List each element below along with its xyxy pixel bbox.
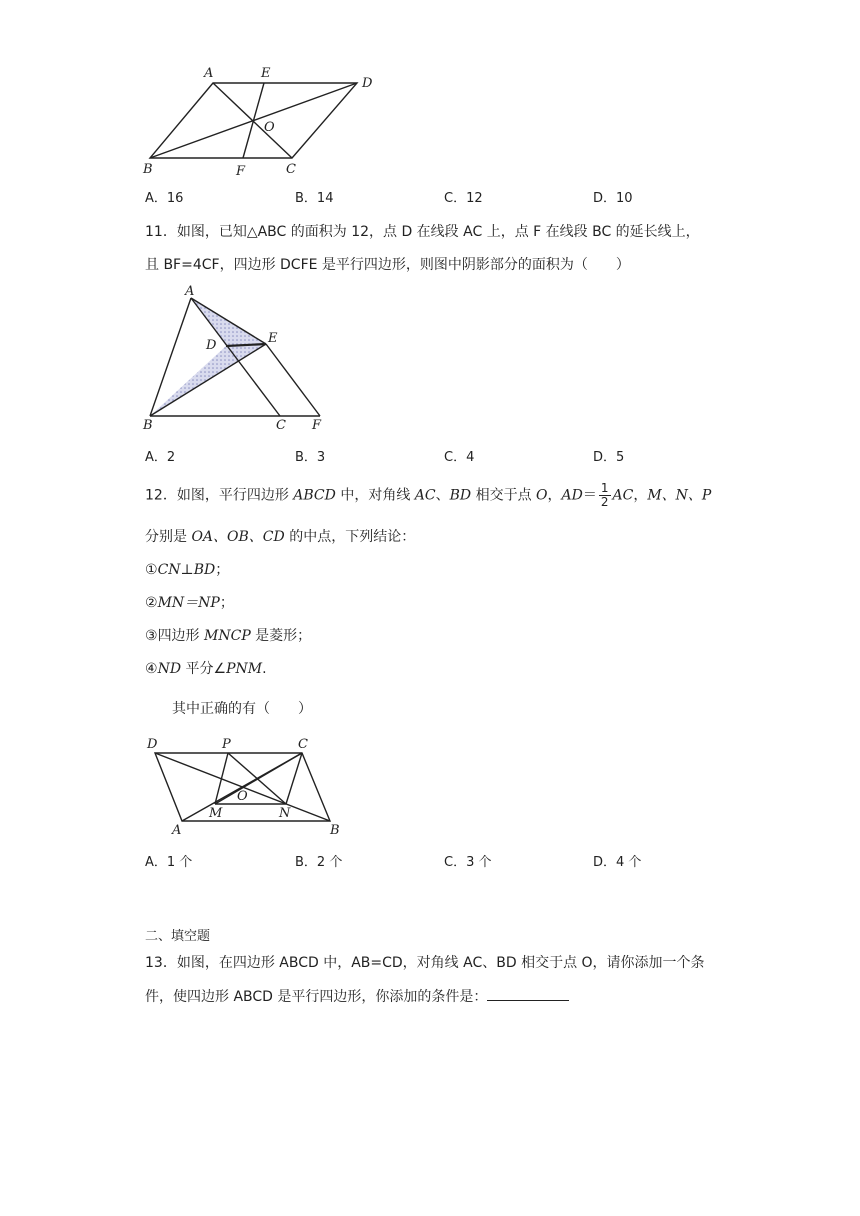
q11-option-c[interactable]: C．4 xyxy=(444,450,475,465)
q12-ac2: AC xyxy=(612,487,634,504)
q12-conclusion-4 xyxy=(145,658,267,678)
q10-label-b: B xyxy=(143,162,153,177)
q12-frac-den: 2 xyxy=(600,495,609,509)
q10-option-d[interactable]: D．10 xyxy=(593,191,633,206)
q12-c4-text: ND xyxy=(157,661,182,677)
q11-label-d: D xyxy=(206,338,217,353)
q13-line2-text: 件，使四边形 ABCD 是平行四边形，你添加的条件是： xyxy=(145,989,488,1005)
q11-text-line1: 11．如图，已知△ABC 的面积为 12，点 D 在线段 AC 上，点 F 在线段 BC 的延长线上， xyxy=(145,224,700,240)
q12-option-c[interactable]: C．3 个 xyxy=(444,855,492,870)
q10-label-e: E xyxy=(261,66,271,81)
q12-c3-num: ③ xyxy=(145,628,158,644)
q13-answer-blank[interactable] xyxy=(487,988,569,1001)
q12-text-line2 xyxy=(145,526,415,546)
q10-label-a: A xyxy=(204,66,214,81)
section-heading: 二、填空题 xyxy=(145,929,211,944)
q12-c4-num: ④ xyxy=(145,661,158,677)
q10-option-b[interactable]: B．14 xyxy=(295,191,334,206)
q12-line2-points: OA、OB、CD xyxy=(191,529,285,545)
q10-option-a[interactable]: A．16 xyxy=(145,191,184,206)
q12-abcd: ABCD xyxy=(293,487,336,504)
q12-c2-text: MN＝NP xyxy=(157,595,220,611)
q11-option-d[interactable]: D．5 xyxy=(593,450,625,465)
q12-label-m: M xyxy=(209,806,223,821)
q12-label-p: P xyxy=(222,737,231,752)
q12-c2-num: ② xyxy=(145,595,158,611)
q12-ac: AC xyxy=(414,487,436,504)
q12-c2-end: ； xyxy=(219,595,234,611)
q12-question: 其中正确的有（ ） xyxy=(172,701,312,717)
q12-conclusion-2 xyxy=(145,592,234,612)
q12-c4-end: . xyxy=(262,661,267,677)
q12-sep: 、 xyxy=(435,487,450,504)
q11-option-a[interactable]: A．2 xyxy=(145,450,176,465)
q12-c3-text: MNCP xyxy=(204,628,251,644)
q12-label-n: N xyxy=(279,806,291,821)
q12-option-d[interactable]: D．4 个 xyxy=(593,855,642,870)
q12-c3-end: 是菱形； xyxy=(250,628,312,644)
q12-label-c: C xyxy=(298,737,308,752)
q12-frac-num: 1 xyxy=(600,481,609,495)
q12-line2-post: 的中点，下列结论： xyxy=(284,529,416,545)
q12-fraction xyxy=(599,482,611,509)
q13-text-line2 xyxy=(145,986,569,1006)
q11-text-line2: 且 BF=4CF，四边形 DCFE 是平行四边形，则图中阴影部分的面积为（ ） xyxy=(145,257,630,273)
q10-label-d: D xyxy=(362,76,373,91)
q12-options xyxy=(145,851,765,871)
q12-eq: ＝ xyxy=(582,487,597,504)
q12-label-d: D xyxy=(147,737,158,752)
q11-label-f: F xyxy=(312,418,322,433)
q12-line1-mid2: 相交于点 xyxy=(471,487,537,504)
q12-c4-mid: 平分∠ xyxy=(181,661,227,677)
q12-line1-pre: 12．如图，平行四边形 xyxy=(145,487,294,504)
q12-c1-num: ① xyxy=(145,562,158,578)
q10-options xyxy=(145,187,765,207)
q11-option-b[interactable]: B．3 xyxy=(295,450,326,465)
q12-line2-pre: 分别是 xyxy=(145,529,192,545)
q12-ad: AD xyxy=(561,487,583,504)
q12-label-a: A xyxy=(172,823,182,838)
q12-conclusion-1 xyxy=(145,559,229,579)
q12-label-o: O xyxy=(237,789,248,804)
q11-label-b: B xyxy=(143,418,153,433)
q12-label-b: B xyxy=(330,823,340,838)
q12-bd: BD xyxy=(449,487,472,504)
q12-option-a[interactable]: A．1 个 xyxy=(145,855,193,870)
q12-conclusion-3 xyxy=(145,625,311,645)
q10-figure xyxy=(140,60,385,180)
q12-figure xyxy=(140,733,355,838)
q13-text-line1: 13．如图，在四边形 ABCD 中，AB=CD，对角线 AC、BD 相交于点 O，请你添加一个条 xyxy=(145,955,705,971)
q12-c4-angle: PNM xyxy=(226,661,263,677)
q12-c1-end: ； xyxy=(215,562,230,578)
q12-c3-pre: 四边形 xyxy=(157,628,205,644)
q11-label-c: C xyxy=(276,418,286,433)
q10-label-o: O xyxy=(264,120,275,135)
q12-mnp: M、N、P xyxy=(647,487,712,504)
q12-line1-mid4: ， xyxy=(633,487,648,504)
q12-c1-text: CN⊥BD xyxy=(157,562,216,578)
q12-option-b[interactable]: B．2 个 xyxy=(295,855,343,870)
q11-label-e: E xyxy=(268,331,278,346)
q12-line1-mid3: ， xyxy=(547,487,562,504)
q12-line1-mid1: 中，对角线 xyxy=(335,487,415,504)
q10-option-c[interactable]: C．12 xyxy=(444,191,483,206)
q12-o: O xyxy=(536,487,548,504)
q10-label-f: F xyxy=(236,164,246,179)
q11-label-a: A xyxy=(185,284,195,299)
q11-figure xyxy=(140,283,340,433)
q10-label-c: C xyxy=(286,162,296,177)
q12-text-line1 xyxy=(145,482,711,509)
q11-options xyxy=(145,446,765,466)
